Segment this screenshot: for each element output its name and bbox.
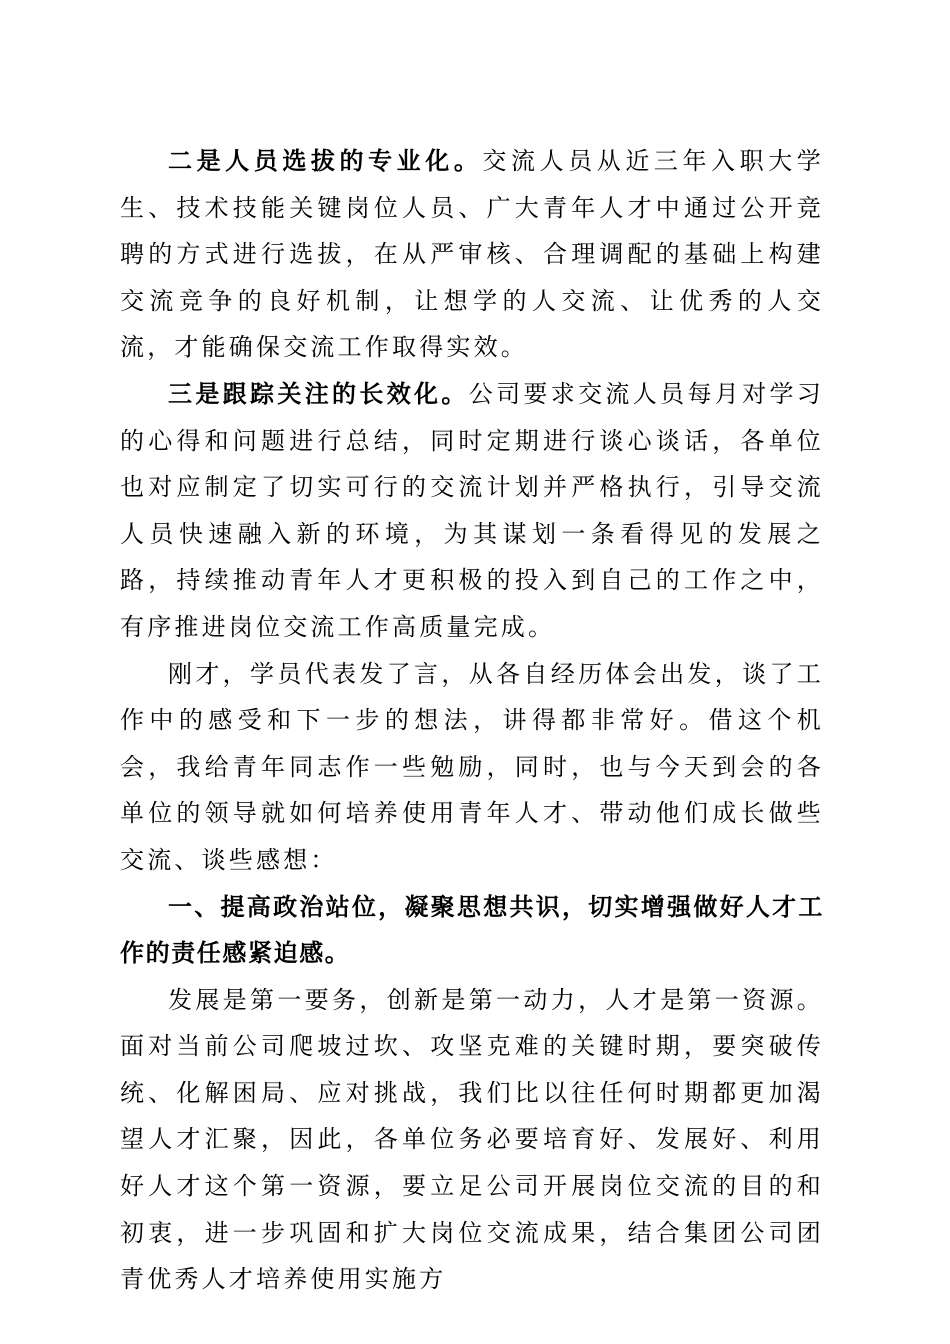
paragraph-lead: 二是人员选拔的专业化。 bbox=[168, 146, 483, 175]
paragraph-development bbox=[120, 977, 824, 1303]
paragraph-text: 公司要求交流人员每月对学习的心得和问题进行总结，同时定期进行谈心谈话，各单位也对应制定了切实可行的交流计划并严格执行，引导交流人员快速融入新的环境，为其谋划一条看得见的发展之路，持续推动青年人才更积极的投入到自己的工作之中，有序推进岗位交流工作高质量完成。 bbox=[120, 379, 824, 641]
paragraph-text: 发展是第一要务，创新是第一动力，人才是第一资源。面对当前公司爬坡过坎、攻坚克难的关键时期，要突破传统、化解困局、应对挑战，我们比以往任何时期都更加渴望人才汇聚，因此，各单位务必要培育好、发展好、利用好人才这个第一资源，要立足公司开展岗位交流的目的和初衷，进一步巩固和扩大岗位交流成果，结合集团公司团青优秀人才培养使用实施方 bbox=[120, 985, 824, 1294]
paragraph-text: 刚才，学员代表发了言，从各自经历体会出发，谈了工作中的感受和下一步的想法，讲得都非常好。借这个机会，我给青年同志作一些勉励，同时，也与今天到会的各单位的领导就如何培养使用青年人才、带动他们成长做些交流、谈些感想： bbox=[120, 659, 824, 874]
paragraph-follow-up bbox=[120, 371, 824, 651]
paragraph-personnel-selection bbox=[120, 138, 824, 371]
document-page bbox=[120, 138, 824, 1303]
paragraph-remarks bbox=[120, 651, 824, 884]
paragraph-lead: 三是跟踪关注的长效化。 bbox=[168, 378, 469, 408]
paragraph-text: 交流人员从近三年入职大学生、技术技能关键岗位人员、广大青年人才中通过公开竞聘的方式进行选拔，在从严审核、合理调配的基础上构建交流竞争的良好机制，让想学的人交流、让优秀的人交流，才能确保交流工作取得实效。 bbox=[120, 147, 825, 362]
section-heading: 一、提高政治站位，凝聚思想共识，切实增强做好人才工作的责任感紧迫感。 bbox=[120, 892, 824, 968]
